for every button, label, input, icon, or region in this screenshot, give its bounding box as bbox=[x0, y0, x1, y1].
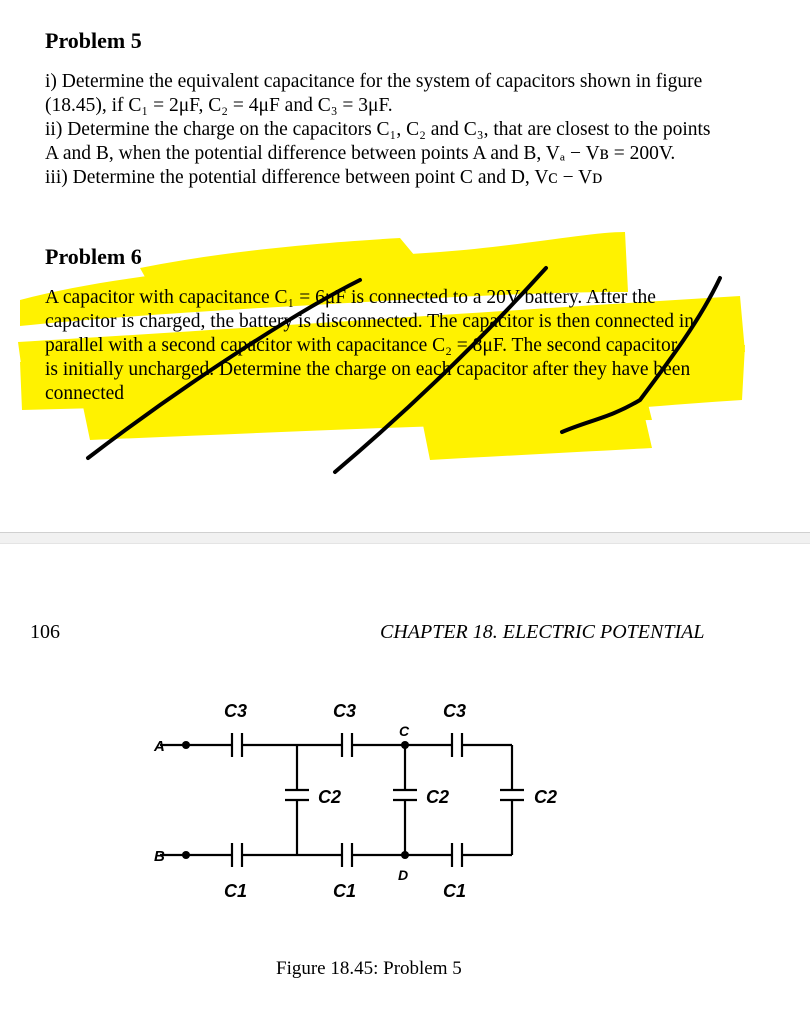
label-c1: C1 bbox=[443, 881, 467, 901]
problem-6-line: parallel with a second capacitor with capacitance C₂ = 8μF. The second capacitor bbox=[45, 335, 678, 356]
node-label-a: A bbox=[154, 738, 165, 755]
label-c2: C2 bbox=[318, 787, 342, 807]
figure-caption: Figure 18.45: Problem 5 bbox=[276, 958, 462, 979]
page-number: 106 bbox=[30, 621, 60, 643]
label-c1: C1 bbox=[333, 881, 357, 901]
problem-6-line: connected bbox=[45, 383, 125, 404]
problem-6-heading: Problem 6 bbox=[45, 244, 142, 269]
label-c1: C1 bbox=[224, 881, 248, 901]
node-label-b: B bbox=[154, 848, 165, 865]
problem-6-line: is initially uncharged. Determine the charge on each capacitor after they have been bbox=[45, 359, 691, 380]
problem-5-line: i) Determine the equivalent capacitance for the system of capacitors shown in figure bbox=[45, 71, 703, 92]
problem-5-line: iii) Determine the potential difference between point C and D, Vᴄ − Vᴅ bbox=[45, 167, 603, 188]
label-c2: C2 bbox=[534, 787, 558, 807]
label-c2: C2 bbox=[426, 787, 450, 807]
problem-5-line: ii) Determine the charge on the capacitors C₁, C₂ and C₃, that are closest to the points bbox=[45, 119, 711, 140]
pen-stroke bbox=[562, 278, 720, 432]
problem-5-line: A and B, when the potential difference between points A and B, Vₐ − Vʙ = 200V. bbox=[45, 143, 676, 164]
pen-stroke bbox=[335, 268, 546, 472]
label-c3: C3 bbox=[224, 701, 248, 721]
node-label-d: D bbox=[398, 867, 409, 883]
chapter-title: CHAPTER 18. ELECTRIC POTENTIAL bbox=[380, 621, 705, 643]
pen-stroke bbox=[88, 280, 360, 458]
problem-5-heading: Problem 5 bbox=[45, 28, 142, 53]
label-c3: C3 bbox=[333, 701, 357, 721]
node-label-c: C bbox=[399, 723, 410, 739]
label-c3: C3 bbox=[443, 701, 467, 721]
problem-6-line: A capacitor with capacitance C₁ = 6μF is connected to a 20V battery. After the bbox=[45, 287, 656, 308]
problem-5-line: (18.45), if C₁ = 2μF, C₂ = 4μF and C₃ = 3μF. bbox=[45, 95, 393, 116]
problem-6-line: capacitor is charged, the battery is disconnected. The capacitor is then connected in bbox=[45, 311, 695, 332]
